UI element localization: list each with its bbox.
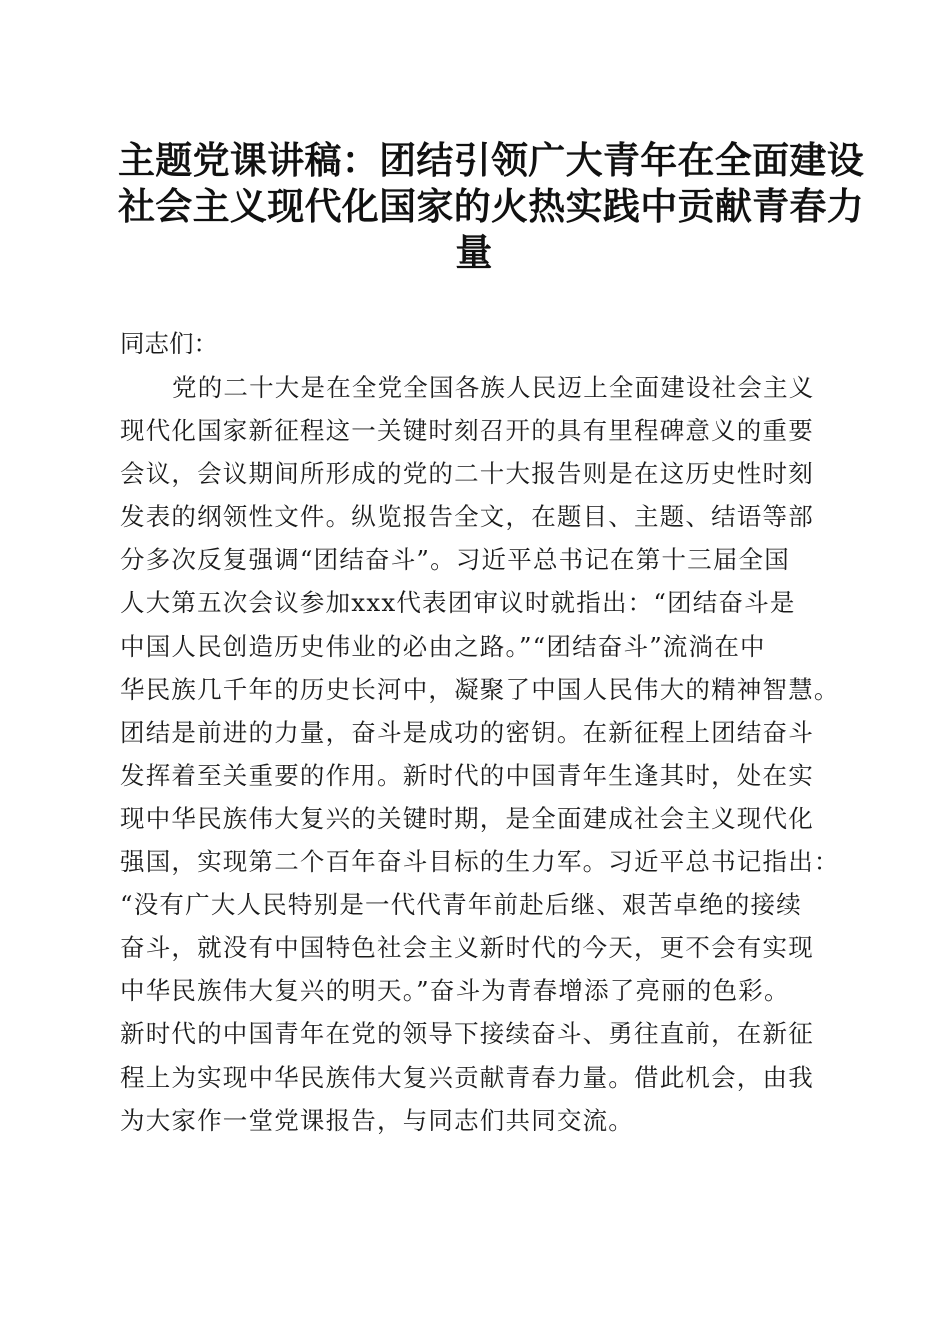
paragraph-line: 团结是前进的力量，奋斗是成功的密钥。在新征程上团结奋斗 bbox=[120, 717, 814, 747]
title-line: 社会主义现代化国家的火热实践中贡献青春力 bbox=[118, 184, 864, 228]
paragraph-line: 奋斗，就没有中国特色社会主义新时代的今天，更不会有实现 bbox=[120, 933, 814, 963]
document-title bbox=[118, 137, 864, 275]
paragraph-line: 分多次反复强调“团结奋斗”。习近平总书记在第十三届全国 bbox=[120, 545, 790, 575]
paragraph-line: 为大家作一堂党课报告，与同志们共同交流。 bbox=[120, 1105, 634, 1135]
paragraph-line: 新时代的中国青年在党的领导下接续奋斗、勇往直前，在新征 bbox=[120, 1019, 814, 1049]
salutation: 同志们： bbox=[120, 329, 218, 358]
paragraph-line: 发表的纲领性文件。纵览报告全文，在题目、主题、结语等部 bbox=[120, 502, 814, 532]
paragraph-line: 发挥着至关重要的作用。新时代的中国青年生逢其时，处在实 bbox=[120, 760, 814, 790]
title-line: 量 bbox=[455, 230, 493, 274]
paragraph-line: 会议，会议期间所形成的党的二十大报告则是在这历史性时刻 bbox=[120, 459, 814, 489]
title-line: 主题党课讲稿：团结引领广大青年在全面建设 bbox=[118, 138, 864, 182]
paragraph-line: “没有广大人民特别是一代代青年前赴后继、艰苦卓绝的接续 bbox=[120, 890, 802, 920]
paragraph-line: 现中华民族伟大复兴的关键时期，是全面建成社会主义现代化 bbox=[120, 803, 814, 833]
paragraph-line: 中华民族伟大复兴的明天。”奋斗为青春增添了亮丽的色彩。 bbox=[120, 976, 790, 1006]
paragraph-line: 现代化国家新征程这一关键时刻召开的具有里程碑意义的重要 bbox=[120, 416, 814, 446]
body-paragraph bbox=[120, 366, 840, 1142]
paragraph-line: 人大第五次会议参加xxx代表团审议时就指出：“团结奋斗是 bbox=[120, 588, 796, 618]
paragraph-line: 强国，实现第二个百年奋斗目标的生力军。习近平总书记指出： bbox=[120, 847, 840, 877]
paragraph-line: 华民族几千年的历史长河中，凝聚了中国人民伟大的精神智慧。 bbox=[120, 674, 840, 704]
paragraph-line: 党的二十大是在全党全国各族人民迈上全面建设社会主义 bbox=[172, 373, 815, 402]
paragraph-line: 程上为实现中华民族伟大复兴贡献青春力量。借此机会，由我 bbox=[120, 1062, 814, 1092]
document-body bbox=[120, 322, 840, 1142]
paragraph-line: 中国人民创造历史伟业的必由之路。”“团结奋斗”流淌在中 bbox=[120, 631, 766, 661]
